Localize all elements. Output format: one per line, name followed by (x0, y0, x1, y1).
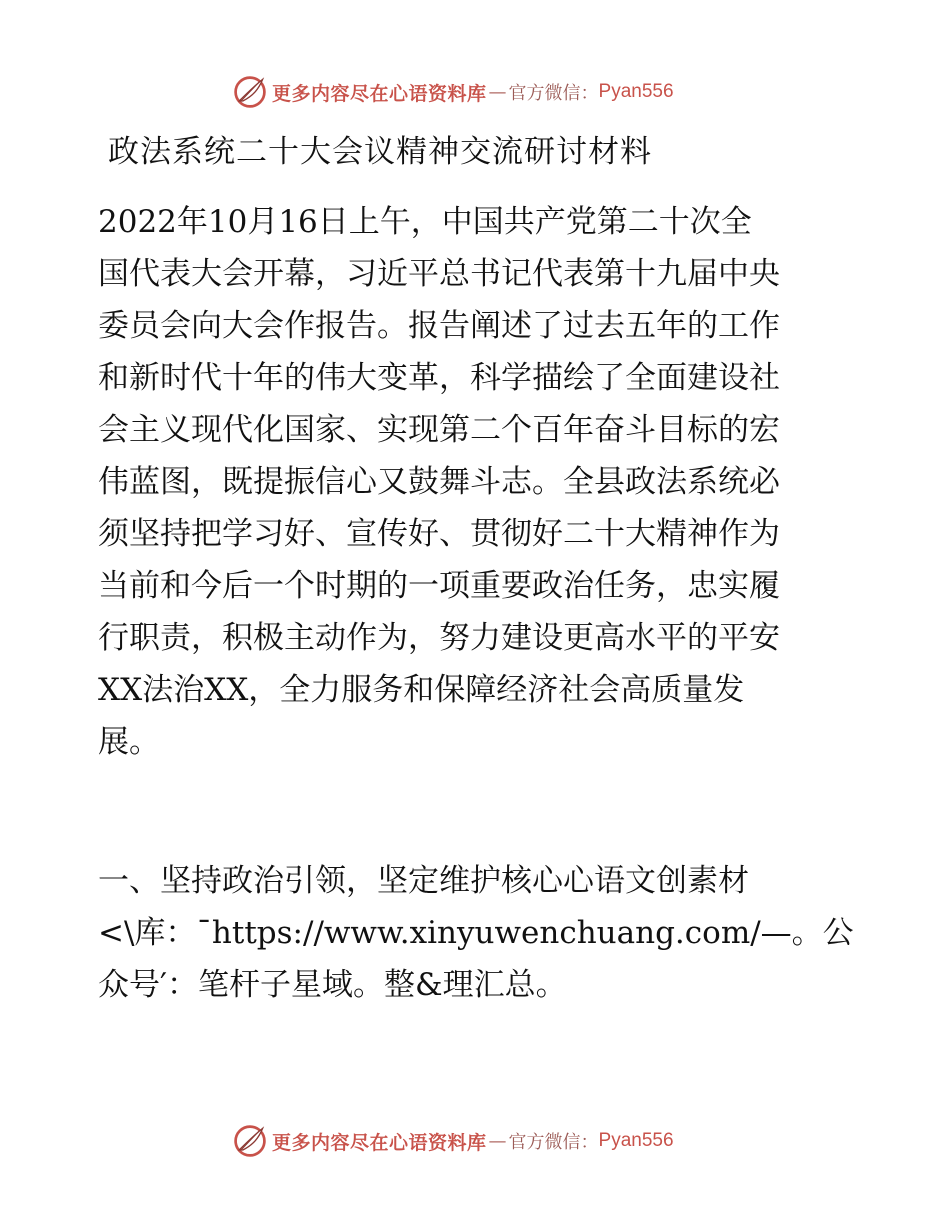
body-paragraph-1 (98, 196, 858, 768)
text-line: 当前和今后一个时期的一项重要政治任务，忠实履 (98, 568, 780, 604)
text-line: 伟蓝图，既提振信心又鼓舞斗志。全县政法系统必 (98, 464, 780, 500)
text-line: 2022年10月16日上午，中国共产党第二十次全 (98, 204, 752, 240)
text-line: XX法治XX，全力服务和保障经济社会高质量发 (98, 672, 745, 708)
watermark-site-text: 更多内容尽在心语资料库 (272, 1131, 487, 1154)
text-line: 展。 (98, 724, 160, 760)
document-title: 政法系统二十大会议精神交流研讨材料 (108, 134, 652, 170)
text-line: 行职责，积极主动作为，努力建设更高水平的平安 (98, 620, 780, 656)
watermark-wechat-label: 官方微信： (508, 83, 599, 104)
header-watermark-banner (232, 72, 674, 112)
watermark-wechat-label: 官方微信： (508, 1132, 599, 1153)
watermark-wechat-id: Pyan556 (598, 81, 674, 102)
text-line: 和新时代十年的伟大变革，科学描绘了全面建设社 (98, 360, 780, 396)
body-paragraph-2 (98, 855, 858, 1011)
watermark-dash: — (488, 81, 507, 103)
text-line: <\库：¯https://www.xinyuwenchuang.com/—。公 (98, 915, 854, 951)
text-line: 国代表大会开幕，习近平总书记代表第十九届中央 (98, 256, 780, 292)
watermark-dash: — (488, 1130, 507, 1152)
quill-logo-icon (232, 74, 268, 110)
text-line: 一、坚持政治引领，坚定维护核心心语文创素材 (98, 863, 749, 899)
watermark-wechat-id: Pyan556 (598, 1130, 674, 1151)
text-line: 众号′：笔杆子星域。整&理汇总。 (98, 967, 567, 1003)
footer-watermark-banner (232, 1121, 674, 1161)
text-line: 委员会向大会作报告。报告阐述了过去五年的工作 (98, 308, 780, 344)
text-line: 须坚持把学习好、宣传好、贯彻好二十大精神作为 (98, 516, 780, 552)
text-line: 会主义现代化国家、实现第二个百年奋斗目标的宏 (98, 412, 780, 448)
quill-logo-icon (232, 1123, 268, 1159)
watermark-site-text: 更多内容尽在心语资料库 (272, 82, 487, 105)
